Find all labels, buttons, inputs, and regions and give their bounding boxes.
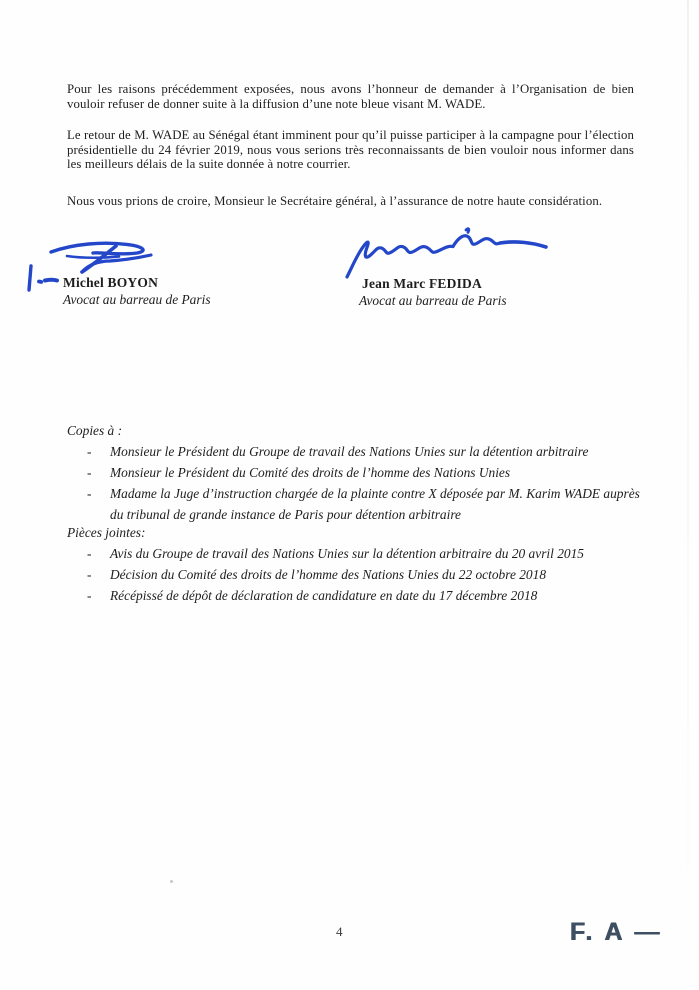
list-item (67, 441, 642, 462)
scan-speck-artifact (170, 880, 173, 883)
attachments-section (67, 522, 642, 606)
list-item (67, 543, 642, 564)
signatory-name-boyon: Michel BOYON (63, 275, 159, 290)
copies-heading: Copies à : (67, 423, 123, 438)
signatory-name-fedida: Jean Marc FEDIDA (362, 276, 482, 291)
list-item (67, 585, 642, 606)
attachments-heading: Pièces jointes: (67, 525, 146, 540)
paragraph-closing-salutation: Nous vous prions de croire, Monsieur le Secrétaire général, à l’assurance de notre haute considération. (67, 194, 603, 208)
list-item (67, 564, 642, 585)
list-item (67, 483, 642, 525)
attachment-item-text: Récépissé de dépôt de déclaration de candidature en date du 17 décembre 2018 (110, 588, 538, 603)
copies-item-text: Monsieur le Président du Comité des droits de l’homme des Nations Unies (110, 465, 511, 480)
page-number: 4 (336, 924, 343, 939)
list-dash: - (87, 588, 92, 603)
pen-mark-icon (24, 263, 60, 293)
paragraph-context: Le retour de M. WADE au Sénégal étant imminent pour qu’il puisse participer à la campagne pour l’élection présidentielle du 24 février 2019, nous vous serions très reconnaissants de bien vouloir nous informer dans les meilleurs délais de la suite donnée à notre courrier. (67, 128, 634, 172)
firm-logo: F. A — (570, 918, 663, 946)
list-item (67, 462, 642, 483)
paragraph-request: Pour les raisons précédemment exposées, nous avons l’honneur de demander à l’Organisation de bien vouloir refuser de donner suite à la diffusion d’une note bleue visant M. WADE. (67, 82, 634, 111)
copies-section (67, 420, 642, 525)
copies-item-text: Monsieur le Président du Groupe de travail des Nations Unies sur la détention arbitraire (110, 444, 589, 459)
list-dash: - (87, 486, 92, 501)
signatory-title-boyon: Avocat au barreau de Paris (63, 292, 211, 307)
list-dash: - (87, 546, 92, 561)
scan-edge-artifact (687, 0, 689, 990)
copies-item-text: Madame la Juge d’instruction chargée de la plainte contre X déposée par M. Karim WADE auprès du tribunal de grande instance de Paris pour détention arbitraire (110, 486, 640, 522)
signature-boyon-icon (45, 239, 163, 277)
list-dash: - (87, 567, 92, 582)
attachment-item-text: Avis du Groupe de travail des Nations Unies sur la détention arbitraire du 20 avril 2015 (110, 546, 584, 561)
signatory-title-fedida: Avocat au barreau de Paris (359, 293, 507, 308)
attachment-item-text: Décision du Comité des droits de l’homme des Nations Unies du 22 octobre 2018 (110, 567, 547, 582)
list-dash: - (87, 444, 92, 459)
list-dash: - (87, 465, 92, 480)
